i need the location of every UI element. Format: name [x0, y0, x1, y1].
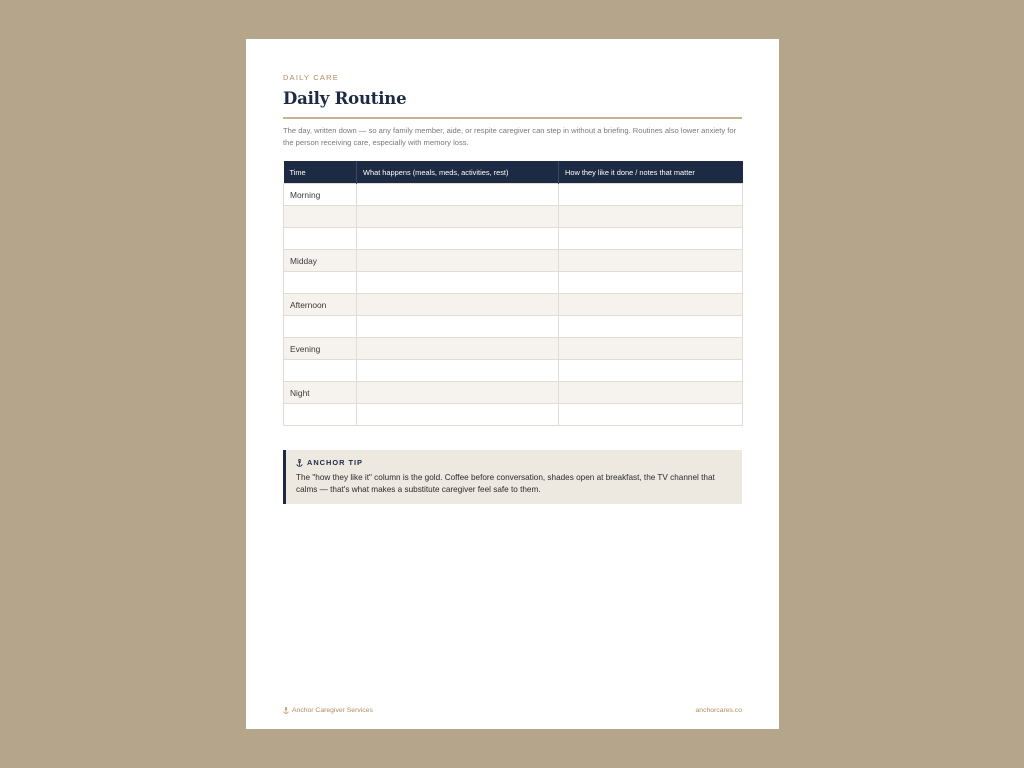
time-cell	[284, 360, 357, 382]
page-title: Daily Routine	[283, 89, 407, 108]
table-row	[284, 184, 743, 206]
activity-cell[interactable]	[357, 250, 559, 272]
notes-cell[interactable]	[559, 382, 743, 404]
time-cell	[284, 316, 357, 338]
anchor-tip-callout	[283, 450, 742, 504]
table-row	[284, 294, 743, 316]
footer-brand	[283, 707, 373, 714]
footer-url[interactable]: anchorcares.co	[695, 707, 742, 714]
anchor-icon	[296, 459, 303, 467]
notes-cell[interactable]	[559, 272, 743, 294]
table-row	[284, 404, 743, 426]
activity-cell[interactable]	[357, 294, 559, 316]
notes-cell[interactable]	[559, 316, 743, 338]
table-row	[284, 316, 743, 338]
time-cell: Midday	[284, 250, 357, 272]
tip-body: The "how they like it" column is the gold. Coffee before conversation, shades open at breakfast, the TV channel that calms — that's what makes a substitute caregiver feel safe to them.	[296, 473, 715, 494]
notes-cell[interactable]	[559, 250, 743, 272]
table-row	[284, 228, 743, 250]
column-header-notes: How they like it done / notes that matter	[559, 161, 743, 184]
time-cell: Night	[284, 382, 357, 404]
table-row	[284, 360, 743, 382]
activity-cell[interactable]	[357, 382, 559, 404]
routine-table	[283, 161, 743, 426]
time-cell	[284, 404, 357, 426]
tip-heading-row	[296, 458, 732, 467]
title-divider	[283, 117, 742, 119]
activity-cell[interactable]	[357, 228, 559, 250]
activity-cell[interactable]	[357, 360, 559, 382]
tip-heading: ANCHOR TIP	[307, 458, 363, 467]
table-row	[284, 272, 743, 294]
activity-cell[interactable]	[357, 272, 559, 294]
section-eyebrow: DAILY CARE	[283, 73, 339, 82]
column-header-time: Time	[284, 161, 357, 184]
notes-cell[interactable]	[559, 404, 743, 426]
notes-cell[interactable]	[559, 294, 743, 316]
anchor-icon	[283, 707, 289, 714]
notes-cell[interactable]	[559, 228, 743, 250]
activity-cell[interactable]	[357, 404, 559, 426]
footer-brand-name: Anchor Caregiver Services	[292, 707, 373, 714]
activity-cell[interactable]	[357, 184, 559, 206]
table-body	[284, 184, 743, 426]
table-row	[284, 206, 743, 228]
time-cell: Morning	[284, 184, 357, 206]
table-row	[284, 250, 743, 272]
time-cell	[284, 272, 357, 294]
table-row	[284, 382, 743, 404]
time-cell	[284, 206, 357, 228]
time-cell	[284, 228, 357, 250]
table-header-row	[284, 161, 743, 184]
intro-paragraph: The day, written down — so any family member, aide, or respite caregiver can step in without a briefing. Routines also lower anxiety for the person receiving care, especially with memory loss.	[283, 126, 737, 147]
activity-cell[interactable]	[357, 338, 559, 360]
activity-cell[interactable]	[357, 206, 559, 228]
notes-cell[interactable]	[559, 184, 743, 206]
column-header-what-happens: What happens (meals, meds, activities, rest)	[357, 161, 559, 184]
document-page	[246, 39, 779, 729]
notes-cell[interactable]	[559, 360, 743, 382]
notes-cell[interactable]	[559, 338, 743, 360]
table-row	[284, 338, 743, 360]
time-cell: Afternoon	[284, 294, 357, 316]
notes-cell[interactable]	[559, 206, 743, 228]
time-cell: Evening	[284, 338, 357, 360]
activity-cell[interactable]	[357, 316, 559, 338]
